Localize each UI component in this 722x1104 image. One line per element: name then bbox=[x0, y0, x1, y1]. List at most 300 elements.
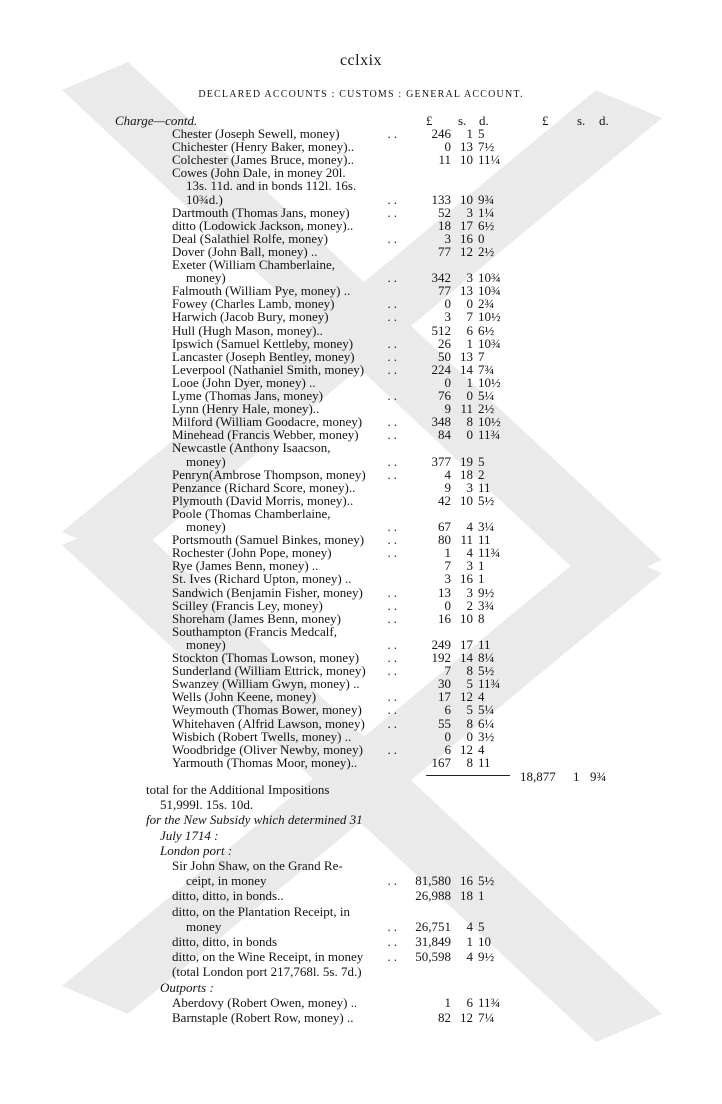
dot-leader: .. bbox=[387, 598, 400, 613]
subtotal-pence: 9¾ bbox=[590, 769, 607, 784]
entry-label: Falmouth (William Pye, money) .. bbox=[172, 283, 351, 298]
amount-shillings: 12 bbox=[460, 244, 473, 259]
lower-row bbox=[0, 965, 722, 978]
entry-label: Exeter (William Chamberlaine, bbox=[172, 257, 335, 272]
dot-leader: .. bbox=[387, 742, 400, 757]
entry-label: 13s. 11d. and in bonds 112l. 16s. bbox=[186, 178, 357, 193]
amount-shillings: 16 bbox=[460, 231, 473, 246]
amount-pounds: 18 bbox=[438, 218, 451, 233]
amount-pounds: 9 bbox=[444, 401, 451, 416]
entry-label: Sandwich (Benjamin Fisher, money) bbox=[172, 585, 363, 600]
amount-pounds: 6 bbox=[444, 742, 451, 757]
dot-leader: .. bbox=[387, 427, 400, 442]
entry-label: Leverpool (Nathaniel Smith, money) bbox=[172, 362, 365, 377]
amount-pounds: 76 bbox=[438, 388, 451, 403]
dot-leader: .. bbox=[387, 611, 400, 626]
entry-label: Whitehaven (Alfrid Lawson, money) bbox=[172, 716, 365, 731]
entry-label: Plymouth (David Morris, money).. bbox=[172, 493, 354, 508]
amount-pence: 11 bbox=[478, 480, 491, 495]
amount-pence: 7 bbox=[478, 349, 485, 364]
col-header-total-shillings: s. bbox=[577, 113, 586, 128]
amount-pence: 8 bbox=[478, 611, 485, 626]
entry-label: ditto, on the Plantation Receipt, in bbox=[172, 904, 351, 919]
amount-shillings: 5 bbox=[466, 702, 473, 717]
amount-shillings: 8 bbox=[466, 716, 473, 731]
amount-shillings: 8 bbox=[466, 755, 473, 770]
amount-pence: 1 bbox=[478, 558, 485, 573]
amount-shillings: 12 bbox=[460, 742, 473, 757]
amount-pounds: 342 bbox=[431, 270, 451, 285]
amount-shillings: 17 bbox=[460, 637, 473, 652]
amount-shillings: 12 bbox=[460, 1010, 473, 1025]
amount-pence: 3¾ bbox=[478, 598, 495, 613]
amount-pence: 4 bbox=[478, 689, 485, 704]
dot-leader: .. bbox=[387, 414, 400, 429]
table-row bbox=[0, 140, 722, 153]
dot-leader: .. bbox=[387, 873, 400, 888]
table-row bbox=[0, 245, 722, 258]
dot-leader: .. bbox=[387, 205, 400, 220]
entry-label: Swanzey (William Gwyn, money) .. bbox=[172, 676, 360, 691]
amount-shillings: 14 bbox=[460, 362, 473, 377]
subtotal-shillings: 1 bbox=[573, 769, 580, 784]
table-row bbox=[0, 284, 722, 297]
amount-pounds: 16 bbox=[438, 611, 451, 626]
entry-label: Lancaster (Joseph Bentley, money) bbox=[172, 349, 355, 364]
lower-row bbox=[0, 935, 722, 948]
amount-shillings: 10 bbox=[460, 192, 473, 207]
amount-shillings: 0 bbox=[466, 729, 473, 744]
amount-pence: 6½ bbox=[478, 218, 495, 233]
entry-label: Barnstaple (Robert Row, money) .. bbox=[172, 1010, 354, 1025]
entry-label: Chichester (Henry Baker, money).. bbox=[172, 139, 355, 154]
entry-label: Shoreham (James Benn, money) bbox=[172, 611, 341, 626]
amount-pounds: 84 bbox=[438, 427, 451, 442]
amount-shillings: 3 bbox=[466, 270, 473, 285]
dot-leader: .. bbox=[387, 532, 400, 547]
table-row bbox=[0, 546, 722, 559]
amount-pounds: 80 bbox=[438, 532, 451, 547]
amount-pence: 7¾ bbox=[478, 362, 495, 377]
amount-shillings: 4 bbox=[466, 919, 473, 934]
entry-label: 10¾d.) bbox=[186, 192, 223, 207]
amount-pence: 2½ bbox=[478, 401, 495, 416]
table-row bbox=[0, 441, 722, 454]
amount-pence: 7½ bbox=[478, 139, 495, 154]
amount-pence: 2¾ bbox=[478, 296, 495, 311]
dot-leader: .. bbox=[387, 650, 400, 665]
amount-shillings: 13 bbox=[460, 283, 473, 298]
table-row bbox=[0, 127, 722, 140]
running-head: DECLARED ACCOUNTS : CUSTOMS : GENERAL ACCOUNT. bbox=[198, 89, 524, 100]
table-row bbox=[0, 153, 722, 166]
table-row bbox=[0, 677, 722, 690]
entry-label: Penryn(Ambrose Thompson, money) bbox=[172, 467, 366, 482]
amount-pounds: 0 bbox=[444, 598, 451, 613]
amount-pounds: 7 bbox=[444, 558, 451, 573]
amount-pounds: 81,580 bbox=[415, 873, 451, 888]
amount-pence: 11¾ bbox=[478, 545, 501, 560]
amount-shillings: 4 bbox=[466, 519, 473, 534]
section-heading: Charge—contd. bbox=[115, 113, 198, 128]
amount-pence: 10½ bbox=[478, 414, 501, 429]
table-row bbox=[0, 258, 722, 271]
amount-pence: 5½ bbox=[478, 663, 495, 678]
table-row bbox=[0, 232, 722, 245]
amount-pence: 11¾ bbox=[478, 995, 501, 1010]
dot-leader: .. bbox=[387, 362, 400, 377]
entry-label: ditto, on the Wine Receipt, in money bbox=[172, 949, 364, 964]
amount-pounds: 9 bbox=[444, 480, 451, 495]
amount-pence: 11¾ bbox=[478, 676, 501, 691]
amount-pence: 6¼ bbox=[478, 716, 495, 731]
col-header-pounds: £ bbox=[426, 113, 433, 128]
amount-shillings: 6 bbox=[466, 995, 473, 1010]
table-row bbox=[0, 533, 722, 546]
amount-shillings: 1 bbox=[466, 375, 473, 390]
entry-label: ditto (Lodowick Jackson, money).. bbox=[172, 218, 354, 233]
amount-pounds: 0 bbox=[444, 296, 451, 311]
amount-pounds: 249 bbox=[431, 637, 451, 652]
table-row bbox=[0, 507, 722, 520]
entry-label: 51,999l. 15s. 10d. bbox=[160, 797, 254, 812]
table-row bbox=[0, 481, 722, 494]
amount-pence: 4 bbox=[478, 742, 485, 757]
dot-leader: .. bbox=[387, 126, 400, 141]
lower-row bbox=[0, 783, 722, 796]
lower-row bbox=[0, 981, 722, 994]
amount-pence: 5¼ bbox=[478, 702, 495, 717]
dot-leader: .. bbox=[387, 270, 400, 285]
amount-shillings: 13 bbox=[460, 349, 473, 364]
entry-label: Sunderland (William Ettrick, money) bbox=[172, 663, 366, 678]
amount-shillings: 8 bbox=[466, 414, 473, 429]
amount-shillings: 10 bbox=[460, 152, 473, 167]
table-row bbox=[0, 743, 722, 756]
amount-shillings: 16 bbox=[460, 873, 473, 888]
lower-row bbox=[0, 859, 722, 872]
dot-leader: .. bbox=[387, 637, 400, 652]
entry-label: Sir John Shaw, on the Grand Re- bbox=[172, 858, 343, 873]
amount-shillings: 4 bbox=[466, 949, 473, 964]
entry-label: money bbox=[186, 919, 222, 934]
amount-shillings: 0 bbox=[466, 296, 473, 311]
amount-pence: 10¾ bbox=[478, 270, 501, 285]
amount-pence: 5½ bbox=[478, 873, 495, 888]
entry-label: Weymouth (Thomas Bower, money) bbox=[172, 702, 362, 717]
amount-shillings: 8 bbox=[466, 663, 473, 678]
amount-shillings: 17 bbox=[460, 218, 473, 233]
amount-shillings: 4 bbox=[466, 545, 473, 560]
amount-shillings: 10 bbox=[460, 611, 473, 626]
entry-label: Ipswich (Samuel Kettleby, money) bbox=[172, 336, 354, 351]
dot-leader: .. bbox=[387, 231, 400, 246]
amount-pounds: 377 bbox=[431, 454, 451, 469]
table-row bbox=[0, 638, 722, 651]
amount-pounds: 67 bbox=[438, 519, 451, 534]
table-row bbox=[0, 415, 722, 428]
amount-pence: 9¾ bbox=[478, 192, 495, 207]
entry-label: Dartmouth (Thomas Jans, money) bbox=[172, 205, 350, 220]
entry-label: Rye (James Benn, money) .. bbox=[172, 558, 319, 573]
amount-pounds: 26,751 bbox=[415, 919, 451, 934]
entry-label: Harwich (Jacob Bury, money) bbox=[172, 309, 329, 324]
table-row bbox=[0, 572, 722, 585]
dot-leader: .. bbox=[387, 545, 400, 560]
table-row bbox=[0, 166, 722, 179]
entry-label: money) bbox=[186, 270, 226, 285]
amount-shillings: 7 bbox=[466, 309, 473, 324]
amount-pounds: 17 bbox=[438, 689, 451, 704]
amount-pence: 8¼ bbox=[478, 650, 495, 665]
entry-label: money) bbox=[186, 454, 226, 469]
entry-label: Dover (John Ball, money) .. bbox=[172, 244, 318, 259]
amount-pounds: 42 bbox=[438, 493, 451, 508]
entry-label: Portsmouth (Samuel Binkes, money) bbox=[172, 532, 365, 547]
table-row bbox=[0, 219, 722, 232]
amount-pounds: 6 bbox=[444, 702, 451, 717]
table-row bbox=[0, 337, 722, 350]
table-row bbox=[0, 494, 722, 507]
amount-pounds: 82 bbox=[438, 1010, 451, 1025]
dot-leader: .. bbox=[387, 192, 400, 207]
dot-leader: .. bbox=[387, 388, 400, 403]
amount-pounds: 77 bbox=[438, 244, 451, 259]
lower-row bbox=[0, 889, 722, 902]
amount-shillings: 2 bbox=[466, 598, 473, 613]
table-row bbox=[0, 310, 722, 323]
amount-shillings: 0 bbox=[466, 388, 473, 403]
amount-shillings: 3 bbox=[466, 205, 473, 220]
lower-row bbox=[0, 920, 722, 933]
amount-pence: 6½ bbox=[478, 323, 495, 338]
entry-label: Poole (Thomas Chamberlaine, bbox=[172, 506, 331, 521]
lower-row bbox=[0, 905, 722, 918]
dot-leader: .. bbox=[387, 663, 400, 678]
table-row bbox=[0, 559, 722, 572]
entry-label: Fowey (Charles Lamb, money) bbox=[172, 296, 335, 311]
amount-pounds: 133 bbox=[431, 192, 451, 207]
entry-label: Newcastle (Anthony Isaacson, bbox=[172, 440, 331, 455]
amount-pence: 5 bbox=[478, 126, 485, 141]
amount-pounds: 50 bbox=[438, 349, 451, 364]
amount-pounds: 13 bbox=[438, 585, 451, 600]
dot-leader: .. bbox=[387, 702, 400, 717]
lower-row bbox=[0, 829, 722, 842]
lower-row bbox=[0, 996, 722, 1009]
col-header-shillings: s. bbox=[458, 113, 467, 128]
amount-pence: 11 bbox=[478, 532, 491, 547]
dot-leader: .. bbox=[387, 309, 400, 324]
dot-leader: .. bbox=[387, 689, 400, 704]
dot-leader: .. bbox=[387, 716, 400, 731]
amount-pence: 5½ bbox=[478, 493, 495, 508]
amount-pounds: 31,849 bbox=[415, 934, 451, 949]
amount-shillings: 6 bbox=[466, 323, 473, 338]
amount-shillings: 18 bbox=[460, 888, 473, 903]
col-header-pence: d. bbox=[479, 113, 489, 128]
lower-row bbox=[0, 813, 722, 826]
amount-shillings: 18 bbox=[460, 467, 473, 482]
dot-leader: .. bbox=[387, 949, 400, 964]
table-row bbox=[0, 756, 722, 769]
amount-pounds: 77 bbox=[438, 283, 451, 298]
table-row bbox=[0, 193, 722, 206]
amount-shillings: 1 bbox=[466, 336, 473, 351]
lower-row bbox=[0, 874, 722, 887]
dot-leader: .. bbox=[387, 934, 400, 949]
amount-pence: 11 bbox=[478, 755, 491, 770]
dot-leader: .. bbox=[387, 454, 400, 469]
amount-shillings: 10 bbox=[460, 493, 473, 508]
entry-label: Cowes (John Dale, in money 20l. bbox=[172, 165, 346, 180]
amount-pence: 3¼ bbox=[478, 519, 495, 534]
amount-pence: 1 bbox=[478, 571, 485, 586]
amount-pence: 1¼ bbox=[478, 205, 495, 220]
table-row bbox=[0, 324, 722, 337]
entry-label: Lynn (Henry Hale, money).. bbox=[172, 401, 320, 416]
amount-pence: 10½ bbox=[478, 309, 501, 324]
entry-label: (total London port 217,768l. 5s. 7d.) bbox=[172, 964, 362, 979]
amount-pounds: 3 bbox=[444, 309, 451, 324]
amount-shillings: 11 bbox=[460, 401, 473, 416]
table-row bbox=[0, 389, 722, 402]
subtotal-rule bbox=[426, 775, 510, 776]
amount-shillings: 5 bbox=[466, 676, 473, 691]
lower-row bbox=[0, 798, 722, 811]
amount-pence: 5¼ bbox=[478, 388, 495, 403]
amount-pounds: 224 bbox=[431, 362, 451, 377]
entry-label: Wisbich (Robert Twells, money) .. bbox=[172, 729, 352, 744]
entry-label: Aberdovy (Robert Owen, money) .. bbox=[172, 995, 358, 1010]
amount-pounds: 7 bbox=[444, 663, 451, 678]
entry-label: Stockton (Thomas Lowson, money) bbox=[172, 650, 360, 665]
table-row bbox=[0, 376, 722, 389]
entry-label: London port : bbox=[160, 843, 233, 858]
entry-label: Yarmouth (Thomas Moor, money).. bbox=[172, 755, 358, 770]
lower-row bbox=[0, 844, 722, 857]
table-row bbox=[0, 206, 722, 219]
table-row bbox=[0, 703, 722, 716]
amount-pounds: 11 bbox=[438, 152, 451, 167]
entry-label: ditto, ditto, in bonds bbox=[172, 934, 278, 949]
entry-label: Southampton (Francis Medcalf, bbox=[172, 624, 337, 639]
dot-leader: .. bbox=[387, 585, 400, 600]
table-row bbox=[0, 717, 722, 730]
amount-pounds: 4 bbox=[444, 467, 451, 482]
amount-shillings: 0 bbox=[466, 427, 473, 442]
lower-row bbox=[0, 950, 722, 963]
amount-shillings: 1 bbox=[466, 126, 473, 141]
table-row bbox=[0, 179, 722, 192]
table-row bbox=[0, 664, 722, 677]
amount-pence: 11¼ bbox=[478, 152, 501, 167]
amount-shillings: 3 bbox=[466, 480, 473, 495]
table-row bbox=[0, 612, 722, 625]
entry-label: money) bbox=[186, 519, 226, 534]
table-row bbox=[0, 625, 722, 638]
amount-pounds: 192 bbox=[431, 650, 451, 665]
entry-label: money) bbox=[186, 637, 226, 652]
amount-pounds: 1 bbox=[444, 995, 451, 1010]
entry-label: Looe (John Dyer, money) .. bbox=[172, 375, 316, 390]
entry-label: Woodbridge (Oliver Newby, money) bbox=[172, 742, 363, 757]
col-header-total-pounds: £ bbox=[542, 113, 549, 128]
amount-pence: 1 bbox=[478, 888, 485, 903]
amount-pounds: 0 bbox=[444, 729, 451, 744]
entry-label: Deal (Salathiel Rolfe, money) bbox=[172, 231, 328, 246]
amount-shillings: 19 bbox=[460, 454, 473, 469]
amount-shillings: 12 bbox=[460, 689, 473, 704]
amount-pence: 11 bbox=[478, 637, 491, 652]
amount-pence: 9½ bbox=[478, 949, 495, 964]
entry-label: Wells (John Keene, money) bbox=[172, 689, 317, 704]
amount-pence: 10 bbox=[478, 934, 491, 949]
amount-pounds: 246 bbox=[431, 126, 451, 141]
entry-label: St. Ives (Richard Upton, money) .. bbox=[172, 571, 352, 586]
lower-row bbox=[0, 1011, 722, 1024]
amount-pounds: 26,988 bbox=[415, 888, 451, 903]
amount-pence: 10½ bbox=[478, 375, 501, 390]
entry-label: total for the Additional Impositions bbox=[146, 782, 330, 797]
amount-pence: 7¼ bbox=[478, 1010, 495, 1025]
dot-leader: .. bbox=[387, 467, 400, 482]
amount-pounds: 512 bbox=[431, 323, 451, 338]
entry-label: Colchester (James Bruce, money).. bbox=[172, 152, 354, 167]
amount-pounds: 50,598 bbox=[415, 949, 451, 964]
amount-pence: 2 bbox=[478, 467, 485, 482]
amount-shillings: 3 bbox=[466, 585, 473, 600]
dot-leader: .. bbox=[387, 349, 400, 364]
amount-pounds: 3 bbox=[444, 571, 451, 586]
amount-pence: 2½ bbox=[478, 244, 495, 259]
amount-shillings: 14 bbox=[460, 650, 473, 665]
table-row bbox=[0, 599, 722, 612]
amount-shillings: 11 bbox=[460, 532, 473, 547]
amount-pounds: 26 bbox=[438, 336, 451, 351]
amount-pence: 5 bbox=[478, 919, 485, 934]
amount-pounds: 348 bbox=[431, 414, 451, 429]
amount-pounds: 30 bbox=[438, 676, 451, 691]
entry-label: Scilley (Francis Ley, money) bbox=[172, 598, 323, 613]
amount-pounds: 167 bbox=[431, 755, 451, 770]
entry-label: ceipt, in money bbox=[186, 873, 267, 888]
dot-leader: .. bbox=[387, 336, 400, 351]
entry-label: Penzance (Richard Score, money).. bbox=[172, 480, 356, 495]
amount-pounds: 55 bbox=[438, 716, 451, 731]
table-row bbox=[0, 468, 722, 481]
amount-pounds: 3 bbox=[444, 231, 451, 246]
table-row bbox=[0, 297, 722, 310]
amount-shillings: 16 bbox=[460, 571, 473, 586]
amount-pounds: 1 bbox=[444, 545, 451, 560]
amount-pence: 3½ bbox=[478, 729, 495, 744]
entry-label: Hull (Hugh Mason, money).. bbox=[172, 323, 323, 338]
table-row bbox=[0, 363, 722, 376]
dot-leader: .. bbox=[387, 919, 400, 934]
amount-pence: 11¾ bbox=[478, 427, 501, 442]
page-number: cclxix bbox=[339, 52, 383, 69]
amount-pounds: 0 bbox=[444, 375, 451, 390]
amount-shillings: 13 bbox=[460, 139, 473, 154]
amount-pence: 5 bbox=[478, 454, 485, 469]
subtotal-pounds: 18,877 bbox=[520, 769, 556, 784]
dot-leader: .. bbox=[387, 519, 400, 534]
entry-label: Milford (William Goodacre, money) bbox=[172, 414, 363, 429]
dot-leader: .. bbox=[387, 296, 400, 311]
amount-pence: 10¾ bbox=[478, 336, 501, 351]
table-row bbox=[0, 271, 722, 284]
